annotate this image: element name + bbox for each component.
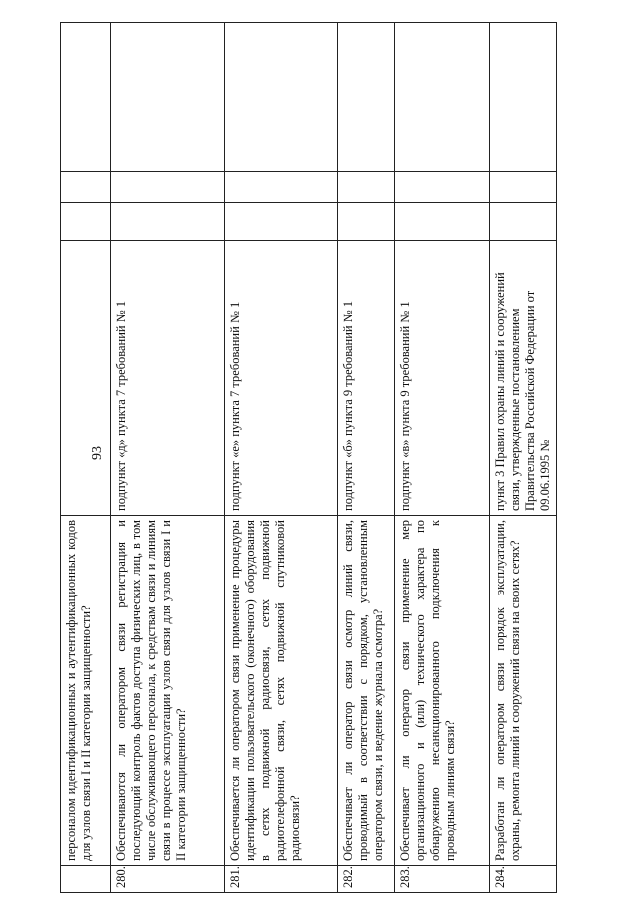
table-row — [395, 23, 490, 893]
answer-no-cell — [338, 172, 395, 203]
note-cell — [225, 23, 338, 172]
question-cell: Разработан ли оператором связи порядок эксплуатации, охраны, ремонта линий и сооружений связи на своих сетях? — [490, 516, 557, 866]
row-number: 284. — [490, 866, 557, 893]
note-cell — [338, 23, 395, 172]
answer-yes-cell — [111, 203, 225, 241]
row-number — [61, 866, 111, 893]
question-cell: Обеспечивает ли оператор связи применение мер организационного и (или) технического характера по обнаружению несанкционированного подключения к проводным линиям связи? — [395, 516, 490, 866]
answer-no-cell — [61, 172, 111, 203]
page-number: 93 — [90, 446, 105, 460]
answer-yes-cell — [395, 203, 490, 241]
question-cell: Обеспечивает ли оператор связи осмотр линий связи, проводимый в соответствии с порядком, установленным оператором связи, и ведение журнала осмотра? — [338, 516, 395, 866]
note-cell — [111, 23, 225, 172]
row-number: 281. — [225, 866, 338, 893]
table-row — [61, 23, 111, 893]
question-cell: Обеспечиваются ли оператором связи регистрация и последующий контроль фактов доступа физических лиц, в том числе обслуживающего персонала, к средствам связи и линиям связи в процессе эксплуатации узлов связи для узлов связи I и II категории защищенности? — [111, 516, 225, 866]
answer-no-cell — [225, 172, 338, 203]
reference-cell: подпункт «б» пункта 9 требований № 1 — [338, 241, 395, 516]
answer-yes-cell — [225, 203, 338, 241]
reference-cell: подпункт «д» пункта 7 требований № 1 — [111, 241, 225, 516]
question-cell: персоналом идентификационных и аутентификационных кодов для узлов связи I и II категории защищенности? — [61, 516, 111, 866]
note-cell — [61, 23, 111, 172]
row-number: 282. — [338, 866, 395, 893]
reference-cell: подпункт «в» пункта 9 требований № 1 — [395, 241, 490, 516]
reference-cell: пункт 3 Правил охраны линий и сооружений связи, утвержденные постановлением Правительства Российской Федерации от 09.06.1995 № — [490, 241, 557, 516]
answer-yes-cell — [338, 203, 395, 241]
row-number: 283. — [395, 866, 490, 893]
answer-no-cell — [111, 172, 225, 203]
table-row — [111, 23, 225, 893]
table-row — [225, 23, 338, 893]
table-row — [338, 23, 395, 893]
reference-cell — [61, 241, 111, 516]
note-cell — [395, 23, 490, 172]
answer-yes-cell — [490, 203, 557, 241]
checklist-table — [60, 22, 557, 893]
answer-no-cell — [490, 172, 557, 203]
question-cell: Обеспечивается ли оператором связи применение процедуры идентификации пользовательского (оконечного) оборудования в сетях подвижной радиосвязи, сетях подвижной радиотелефонной связи, сетях подвижной спутниковой радиосвязи? — [225, 516, 338, 866]
reference-cell: подпункт «е» пункта 7 требований № 1 — [225, 241, 338, 516]
table-row — [490, 23, 557, 893]
row-number: 280. — [111, 866, 225, 893]
note-cell — [490, 23, 557, 172]
answer-no-cell — [395, 172, 490, 203]
rotated-table-area — [60, 23, 554, 893]
answer-yes-cell — [61, 203, 111, 241]
